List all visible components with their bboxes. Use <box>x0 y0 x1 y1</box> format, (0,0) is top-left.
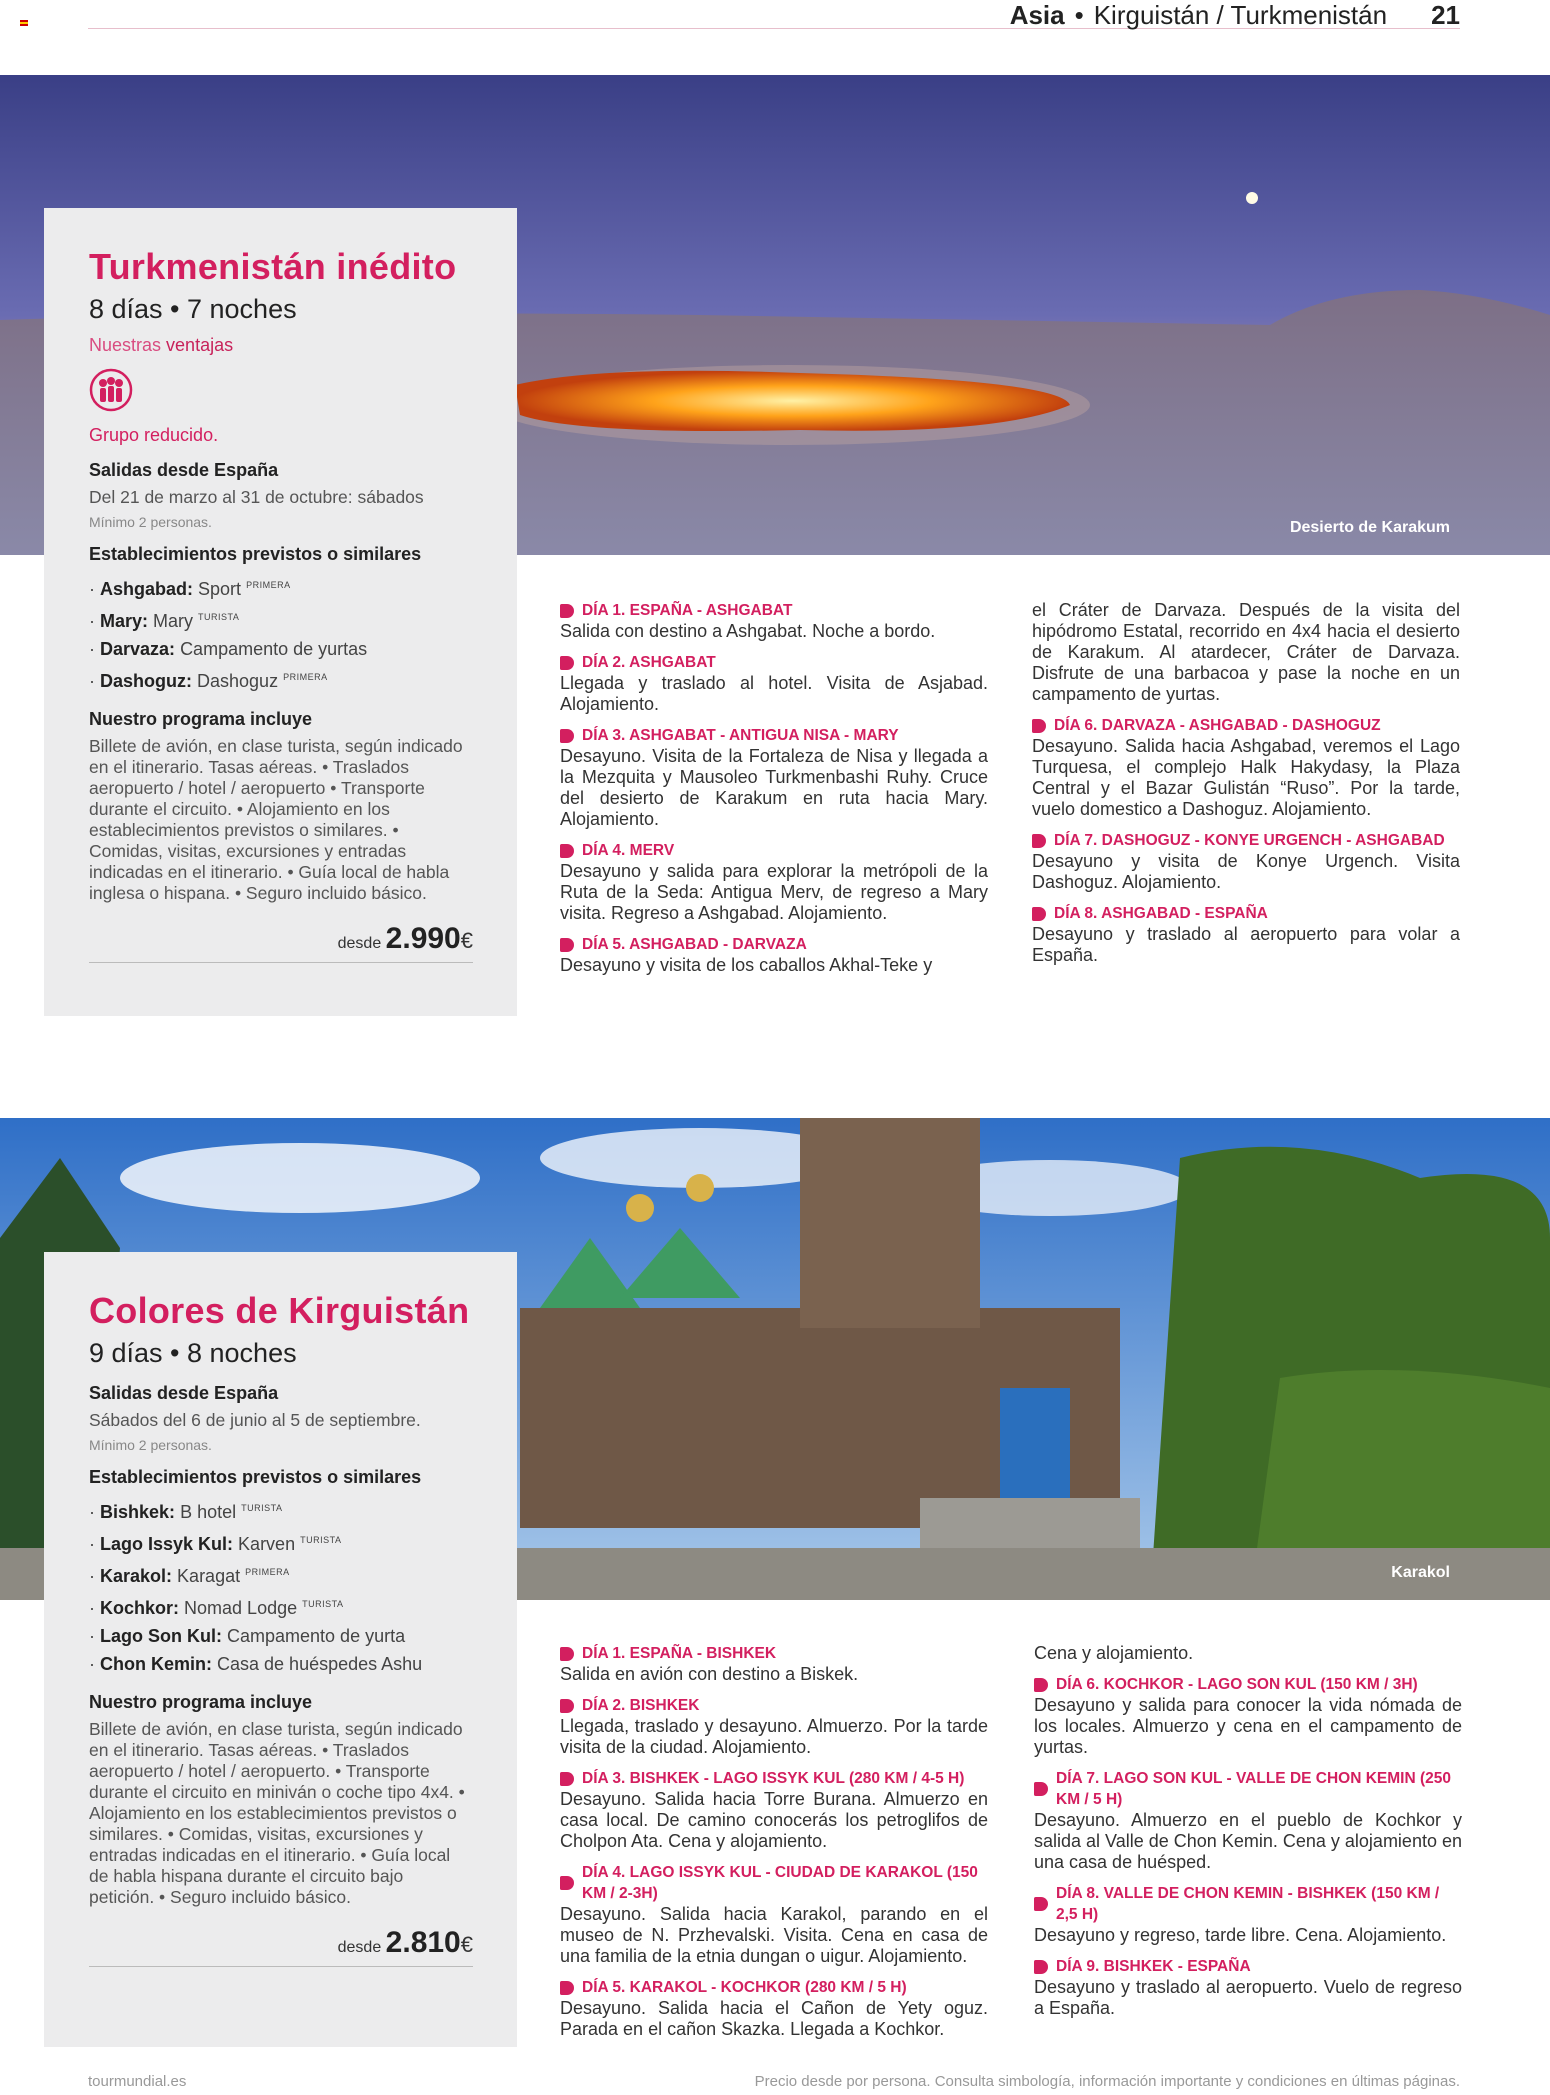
hotel-item: · Dashoguz: Dashoguz $^{PRIMERA}$ <box>89 671 328 691</box>
day-title: DÍA 2. ASHGABAT <box>582 654 716 671</box>
price-block <box>89 1926 473 1967</box>
price-block <box>89 922 473 963</box>
page-number: 21 <box>1431 0 1460 30</box>
itinerary-day <box>560 1862 988 1967</box>
price-currency: € <box>460 1932 473 1957</box>
day-title: DÍA 8. ASHGABAD - ESPAÑA <box>1054 905 1268 922</box>
photo-caption: Karakol <box>1391 1564 1450 1581</box>
hotel-place: Ashgabad: <box>100 579 194 599</box>
day-text: Salida en avión con destino a Biskek. <box>560 1664 859 1684</box>
itinerary-day <box>560 934 988 976</box>
hotel-category: TURISTA <box>241 1503 283 1513</box>
trip-title: Turkmenistán inédito <box>89 246 457 287</box>
day-text: Desayuno. Salida hacia Karakol, parando en el museo de N. Przhevalski. Visita. Cena en casa de una familia de la etnia dungan o uigur. Alojamiento. <box>560 1904 988 1966</box>
itinerary-day <box>560 1977 988 2040</box>
departures-title: Salidas desde España <box>89 460 279 480</box>
day-title: DÍA 8. VALLE DE CHON KEMIN - BISHKEK (150 KM / 2,5 H) <box>1056 1885 1440 1923</box>
includes-title: Nuestro programa incluye <box>89 709 313 729</box>
itinerary-day <box>560 600 988 642</box>
day-title: DÍA 7. LAGO SON KUL - VALLE DE CHON KEMIN (250 KM / 5 H) <box>1056 1770 1452 1808</box>
day-text: Salida con destino a Ashgabat. Noche a bordo. <box>560 621 936 641</box>
hotel-item: · Bishkek: B hotel $^{TURISTA}$ <box>89 1502 283 1522</box>
day-text: Desayuno. Visita de la Fortaleza de Nisa y llegada a la Mezquita y Mausoleo Turkmenbashi Ruhy. Cruce del desierto de Karakum en ruta hacia Mary. Alojamiento. <box>560 746 988 829</box>
advantages-prefix: Nuestras <box>89 335 162 355</box>
day-marker-icon <box>560 729 574 743</box>
day-title: DÍA 1. ESPAÑA - BISHKEK <box>582 1645 777 1662</box>
trip-duration: 9 días • 8 noches <box>89 1338 297 1368</box>
itinerary-day <box>1034 1883 1462 1946</box>
minimum-note: Mínimo 2 personas. <box>89 1437 212 1453</box>
day-title: DÍA 5. ASHGABAD - DARVAZA <box>582 936 807 953</box>
day-text: Desayuno y traslado al aeropuerto. Vuelo de regreso a España. <box>1034 1977 1462 2018</box>
advantages-word: ventajas <box>166 335 234 355</box>
header-countries: Kirguistán / Turkmenistán <box>1093 0 1388 30</box>
day-text: Llegada y traslado al hotel. Visita de Asjabad. Alojamiento. <box>560 673 988 714</box>
day-marker-icon <box>560 1699 574 1713</box>
footer-note: Precio desde por persona. Consulta simbología, información importante y condiciones en últimas páginas. <box>754 2073 1460 2090</box>
day-title: DÍA 9. BISHKEK - ESPAÑA <box>1056 1958 1251 1975</box>
day-text: Desayuno y salida para conocer la vida nómada de los locales. Almuerzo y cena en el campamento de yurtas. <box>1034 1695 1462 1757</box>
hotel-name: Campamento de yurtas <box>180 639 368 659</box>
itinerary-day <box>560 1768 988 1852</box>
hotel-name: Dashoguz <box>197 671 279 691</box>
day-marker-icon <box>1032 834 1046 848</box>
day-title: DÍA 6. KOCHKOR - LAGO SON KUL (150 KM / 3H) <box>1056 1676 1418 1693</box>
minimum-note: Mínimo 2 personas. <box>89 514 212 530</box>
hotel-category: TURISTA <box>300 1535 342 1545</box>
day-marker-icon <box>560 1981 574 1995</box>
day-title: DÍA 2. BISHKEK <box>582 1697 700 1714</box>
itinerary-day <box>1032 715 1460 820</box>
day-text: Desayuno y visita de Konye Urgench. Visita Dashoguz. Alojamiento. <box>1032 851 1460 892</box>
hotel-item: · Ashgabad: Sport $^{PRIMERA}$ <box>89 579 291 599</box>
hotel-item: · Mary: Mary $^{TURISTA}$ <box>89 611 240 631</box>
hotel-item: · Kochkor: Nomad Lodge $^{TURISTA}$ <box>89 1598 344 1618</box>
hotel-item: · Chon Kemin: Casa de huéspedes Ashu <box>89 1654 423 1674</box>
hotel-name: Casa de huéspedes Ashu <box>217 1654 423 1674</box>
hotel-name: Karven <box>238 1534 296 1554</box>
itinerary-col-2 <box>1034 1643 1462 2029</box>
hotel-place: Mary: <box>100 611 149 631</box>
itinerary-col-2 <box>1032 600 1460 976</box>
group-people-icon <box>89 368 473 417</box>
hotel-name: B hotel <box>180 1502 237 1522</box>
price-currency: € <box>460 928 473 953</box>
departures-text: Sábados del 6 de junio al 5 de septiembre. <box>89 1410 421 1430</box>
spain-flag-icon <box>20 20 28 26</box>
footer-site-link[interactable]: tourmundial.es <box>88 2073 187 2090</box>
hotel-place: Lago Son Kul: <box>100 1626 222 1646</box>
day-text: Desayuno y regreso, tarde libre. Cena. Alojamiento. <box>1034 1925 1447 1945</box>
hotel-place: Darvaza: <box>100 639 176 659</box>
hotel-category: TURISTA <box>302 1599 344 1609</box>
price-from-label: desde <box>337 935 382 952</box>
hotels-list <box>89 571 473 695</box>
hotels-list <box>89 1494 473 1678</box>
price-amount: 2.810 <box>385 1926 461 1959</box>
includes-title: Nuestro programa incluye <box>89 1692 313 1712</box>
hotel-item: · Lago Issyk Kul: Karven $^{TURISTA}$ <box>89 1534 342 1554</box>
day-continuation: Cena y alojamiento. <box>1034 1643 1194 1663</box>
hotel-place: Kochkor: <box>100 1598 180 1618</box>
itinerary-day <box>1032 903 1460 966</box>
itinerary-day <box>560 1695 988 1758</box>
day-marker-icon <box>560 1876 574 1890</box>
trip-card-turkmenistan <box>44 208 517 1016</box>
itinerary-day <box>560 1643 988 1685</box>
day-text: Desayuno. Salida hacia Torre Burana. Almuerzo en casa local. De camino conocerás los petroglifos de Cholpon Ata. Cena y alojamiento. <box>560 1789 988 1851</box>
day-text: Desayuno y visita de los caballos Akhal-Teke y <box>560 955 933 975</box>
departures-text: Del 21 de marzo al 31 de octubre: sábados <box>89 487 424 507</box>
day-marker-icon <box>560 604 574 618</box>
day-title: DÍA 5. KARAKOL - KOCHKOR (280 KM / 5 H) <box>582 1979 907 1996</box>
day-title: DÍA 1. ESPAÑA - ASHGABAT <box>582 602 793 619</box>
price-from-label: desde <box>337 1939 382 1956</box>
itinerary-day <box>560 725 988 830</box>
price-amount: 2.990 <box>385 922 461 955</box>
header-region: Asia <box>1009 0 1065 30</box>
itinerary-day <box>1032 830 1460 893</box>
day-marker-icon <box>560 1647 574 1661</box>
hotel-place: Bishkek: <box>100 1502 176 1522</box>
hotel-place: Karakol: <box>100 1566 173 1586</box>
itinerary-day <box>560 840 988 924</box>
advantages-label <box>89 335 473 356</box>
hotel-item: · Karakol: Karagat $^{PRIMERA}$ <box>89 1566 290 1586</box>
hotel-name: Sport <box>198 579 242 599</box>
hotel-category: PRIMERA <box>245 1567 290 1577</box>
departures-title: Salidas desde España <box>89 1383 279 1403</box>
hotels-title: Establecimientos previstos o similares <box>89 1467 422 1487</box>
hotel-name: Nomad Lodge <box>184 1598 298 1618</box>
hotel-place: Dashoguz: <box>100 671 192 691</box>
itinerary-day <box>560 652 988 715</box>
day-title: DÍA 4. LAGO ISSYK KUL - CIUDAD DE KARAKOL (150 KM / 2-3H) <box>582 1864 978 1902</box>
hotel-item: · Lago Son Kul: Campamento de yurta <box>89 1626 406 1646</box>
day-title: DÍA 4. MERV <box>582 842 675 859</box>
hotel-category: PRIMERA <box>246 580 291 590</box>
day-marker-icon <box>1032 719 1046 733</box>
day-marker-icon <box>1034 1678 1048 1692</box>
hotel-item: · Darvaza: Campamento de yurtas <box>89 639 368 659</box>
day-title: DÍA 6. DARVAZA - ASHGABAD - DASHOGUZ <box>1054 717 1381 734</box>
day-marker-icon <box>560 938 574 952</box>
hotel-place: Lago Issyk Kul: <box>100 1534 234 1554</box>
day-text: Desayuno y salida para explorar la metrópoli de la Ruta de la Seda: Antigua Merv, de regreso a Mary visita. Regreso a Ashgabad. Alojamiento. <box>560 861 988 923</box>
day-text: Desayuno. Salida hacia Ashgabad, veremos el Lago Turquesa, el complejo Halk Hakydasy, la Plaza Central y el Bazar Gulistán “Ruso”. Por la tarde, vuelo domestico a Dashoguz. Alojamiento. <box>1032 736 1460 819</box>
day-marker-icon <box>1034 1897 1048 1911</box>
day-text: Desayuno y traslado al aeropuerto para volar a España. <box>1032 924 1460 965</box>
group-note: Grupo reducido. <box>89 425 219 445</box>
header-separator: • <box>1074 0 1084 30</box>
hotel-name: Karagat <box>177 1566 241 1586</box>
day-text: Desayuno. Almuerzo en el pueblo de Kochkor y salida al Valle de Chon Kemin. Cena y alojamiento en una casa de huésped. <box>1034 1810 1462 1872</box>
day-text: Llegada, traslado y desayuno. Almuerzo. Por la tarde visita de la ciudad. Alojamiento. <box>560 1716 988 1757</box>
hotel-category: TURISTA <box>198 612 240 622</box>
itinerary-day <box>1034 1674 1462 1758</box>
day-title: DÍA 3. ASHGABAT - ANTIGUA NISA - MARY <box>582 727 899 744</box>
itinerary-col-1 <box>560 1643 988 2050</box>
day-marker-icon <box>1032 907 1046 921</box>
day-marker-icon <box>1034 1960 1048 1974</box>
itinerary-day <box>1034 1768 1462 1873</box>
trip-card-kyrgyzstan <box>44 1252 517 2047</box>
day-marker-icon <box>560 656 574 670</box>
photo-caption: Desierto de Karakum <box>1289 519 1450 536</box>
day-title: DÍA 3. BISHKEK - LAGO ISSYK KUL (280 KM / 4-5 H) <box>582 1770 965 1787</box>
itinerary-day <box>1034 1956 1462 2019</box>
hotel-name: Campamento de yurta <box>227 1626 406 1646</box>
hotel-name: Mary <box>153 611 194 631</box>
hotels-title: Establecimientos previstos o similares <box>89 544 422 564</box>
day-title: DÍA 7. DASHOGUZ - KONYE URGENCH - ASHGABAD <box>1054 832 1445 849</box>
day-marker-icon <box>1034 1782 1048 1796</box>
itinerary-col-1 <box>560 600 988 986</box>
hotel-place: Chon Kemin: <box>100 1654 212 1674</box>
day-continuation: el Cráter de Darvaza. Después de la visita del hipódromo Estatal, recorrido en 4x4 hacia el desierto de Karakum. Al atardecer, Cráter de Darvaza. Disfrute de una barbacoa y pase la noche en un campamento de yurtas. <box>1032 600 1460 704</box>
includes-text: Billete de avión, en clase turista, según indicado en el itinerario. Tasas aéreas. • Traslados aeropuerto / hotel / aeropuerto. • Transporte durante el circuito en miniván o coche tipo 4x4. • Alojamiento en los establecimientos previstos o similares. • Comidas, visitas, excursiones y entradas indicadas en el itinerario. • Guía local de habla hispana durante el circuito bajo petición. • Seguro incluido básico. <box>89 1719 465 1907</box>
hotel-category: PRIMERA <box>283 672 328 682</box>
day-marker-icon <box>560 844 574 858</box>
trip-title: Colores de Kirguistán <box>89 1290 470 1331</box>
day-text: Desayuno. Salida hacia el Cañon de Yety oguz. Parada en el cañon Skazka. Llegada a Kochkor. <box>560 1998 988 2039</box>
includes-text: Billete de avión, en clase turista, según indicado en el itinerario. Tasas aéreas. • Traslados aeropuerto / hotel / aeropuerto • Transporte durante el circuito. • Alojamiento en los establecimientos previstos o similares. • Comidas, visitas, excursiones y entradas indicadas en el itinerario. • Guía local de habla inglesa o hispana. • Seguro incluido básico. <box>89 736 463 903</box>
trip-duration: 8 días • 7 noches <box>89 294 297 324</box>
day-marker-icon <box>560 1772 574 1786</box>
page-header <box>1010 0 1460 30</box>
